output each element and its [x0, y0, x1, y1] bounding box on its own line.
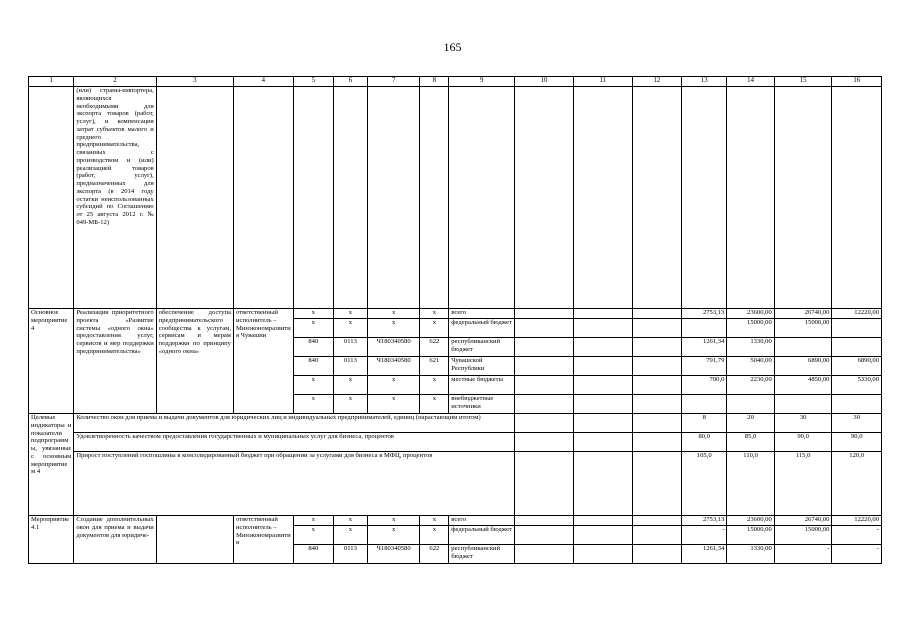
cell-csr: x	[367, 309, 420, 319]
cell-csr: x	[367, 395, 420, 414]
cell	[293, 87, 333, 309]
cell	[156, 516, 233, 564]
header-cell: 3	[156, 77, 233, 87]
cell	[632, 545, 681, 564]
cell-grbs: x	[293, 395, 333, 414]
cell	[515, 433, 574, 452]
cell-csr: x	[367, 376, 420, 395]
cell-value: 26740,00	[774, 309, 832, 319]
cell	[632, 433, 681, 452]
indicator-row	[29, 433, 882, 452]
cell	[573, 545, 632, 564]
indicator-row	[29, 414, 882, 433]
cell	[573, 526, 632, 545]
cell-value: 15000,00	[727, 526, 774, 545]
cell-value	[832, 395, 882, 414]
cell	[573, 395, 632, 414]
cell-csr: x	[367, 516, 420, 526]
header-cell: 7	[367, 77, 420, 87]
cell-value: 15000,00	[774, 319, 832, 338]
cell-rzpr: x	[333, 395, 367, 414]
cell	[515, 545, 574, 564]
cell-source: всего	[449, 309, 515, 319]
cell-source: Чувашской Республики	[449, 357, 515, 376]
cell-rzpr: x	[333, 376, 367, 395]
cell-vr: 622	[420, 545, 449, 564]
indicator-value: 80,0	[682, 433, 727, 452]
cell	[156, 87, 233, 309]
cell	[420, 87, 449, 309]
cell	[573, 87, 632, 309]
header-cell: 8	[420, 77, 449, 87]
cell-value: 15000,00	[774, 526, 832, 545]
indicator-value: 105,0	[682, 452, 727, 516]
cell-csr: Ч180340580	[367, 357, 420, 376]
cell	[573, 309, 632, 319]
header-cell: 16	[832, 77, 882, 87]
cell-value	[832, 338, 882, 357]
cell	[774, 87, 832, 309]
cell-source: всего	[449, 516, 515, 526]
cell-value	[774, 338, 832, 357]
cell-value: -	[774, 545, 832, 564]
cell-vr: 621	[420, 357, 449, 376]
cell-value: 791,79	[682, 357, 727, 376]
indicator-value: 85,0	[727, 433, 774, 452]
cell-rzpr: x	[333, 526, 367, 545]
m41-label: Мероприятие 4.1	[29, 516, 74, 564]
cell-source: федеральный бюджет	[449, 319, 515, 338]
cell-value: 5330,00	[832, 376, 882, 395]
cell-vr: x	[420, 395, 449, 414]
continuation-row	[29, 87, 882, 309]
cell-value: -	[682, 526, 727, 545]
cell	[632, 376, 681, 395]
cell-grbs: 840	[293, 338, 333, 357]
header-cell: 11	[573, 77, 632, 87]
cell-value: 26740,00	[774, 516, 832, 526]
cell	[632, 516, 681, 526]
header-cell: 9	[449, 77, 515, 87]
cell	[515, 319, 574, 338]
cell	[832, 87, 882, 309]
indicator-value: 90,0	[832, 433, 882, 452]
header-cell: 4	[233, 77, 293, 87]
cell-source: внебюджетные источники	[449, 395, 515, 414]
cell	[573, 357, 632, 376]
indicator-text: Количество окон для приема и выдачи документов для юридических лиц и индивидуальных предпринимателей, единиц (нарастающим итогом)	[74, 414, 515, 433]
cell	[727, 87, 774, 309]
indicator-value: 30	[774, 414, 832, 433]
cell-value: 15000,00	[727, 319, 774, 338]
header-cell: 12	[632, 77, 681, 87]
cell-value: 5040,00	[727, 357, 774, 376]
cell-csr: Ч180340580	[367, 338, 420, 357]
indicator-value: 110,0	[727, 452, 774, 516]
m41-row	[29, 516, 882, 526]
cell-grbs: x	[293, 376, 333, 395]
cell	[573, 376, 632, 395]
cell	[515, 87, 574, 309]
cell-value: 1261,34	[682, 545, 727, 564]
indicator-text: Прирост поступлений госпошлины в консолидированный бюджет при обращении за услугами для бизнеса в МФЦ, процентов	[74, 452, 515, 516]
m4-row	[29, 309, 882, 319]
cell	[515, 526, 574, 545]
cell	[632, 338, 681, 357]
cell	[632, 319, 681, 338]
header-cell: 5	[293, 77, 333, 87]
cell	[515, 452, 574, 516]
cell	[573, 414, 632, 433]
cell	[515, 376, 574, 395]
cell-value: 2753,13	[682, 309, 727, 319]
cell	[573, 338, 632, 357]
cell-value: 1330,00	[727, 545, 774, 564]
cell	[573, 319, 632, 338]
cell-value	[682, 395, 727, 414]
cell	[632, 452, 681, 516]
cell	[515, 357, 574, 376]
cell-grbs: x	[293, 526, 333, 545]
continuation-text: (или) страны-импортера, являющихся необходимыми для экспорта товаров (работ, услуг), и компенсация затрат субъектов малого и среднего предпринимательства, связанных с производством и (или) реализацией товаров (работ, услуг), предназначенных для экспорта (в 2014 году остатки неиспользованных субсидий по Соглашению от 25 августа 2012 г. № 049-МБ-12)	[74, 87, 156, 309]
cell-value: 2753,13	[682, 516, 727, 526]
cell-source: республиканский бюджет	[449, 545, 515, 564]
cell-grbs: x	[293, 309, 333, 319]
cell	[233, 87, 293, 309]
indicator-text: Удовлетворенность качеством предоставления государственных и муниципальных услуг для бизнеса, процентов	[74, 433, 515, 452]
header-cell: 6	[333, 77, 367, 87]
indicators-label: Целевые индикаторы и показатели подпрограммы, увязанные с основным мероприятием 4	[29, 414, 74, 516]
cell-value: 4850,00	[774, 376, 832, 395]
m4-description: Реализация приоритетного проекта «Развитие системы «одного окна» предоставления услуг, сервисов и мер поддержки предпринимательства»	[74, 309, 156, 414]
cell-value: 1330,00	[727, 338, 774, 357]
cell-vr: x	[420, 516, 449, 526]
cell-rzpr: 0113	[333, 545, 367, 564]
cell	[29, 87, 74, 309]
cell	[367, 87, 420, 309]
cell-value: 6890,00	[832, 357, 882, 376]
cell-source: федеральный бюджет	[449, 526, 515, 545]
cell-value: 2230,00	[727, 376, 774, 395]
cell	[632, 357, 681, 376]
cell-value	[727, 395, 774, 414]
cell	[632, 87, 681, 309]
header-row	[29, 77, 882, 87]
cell	[515, 395, 574, 414]
cell-value: 23600,00	[727, 516, 774, 526]
cell-rzpr: x	[333, 309, 367, 319]
cell-value: 23600,00	[727, 309, 774, 319]
cell	[632, 526, 681, 545]
cell-value	[774, 395, 832, 414]
header-cell: 14	[727, 77, 774, 87]
cell	[632, 395, 681, 414]
m4-label: Основное мероприятие 4	[29, 309, 74, 414]
cell-value: 700,0	[682, 376, 727, 395]
cell-source: республиканский бюджет	[449, 338, 515, 357]
cell-value: 12220,00	[832, 309, 882, 319]
indicator-value: 20	[727, 414, 774, 433]
m41-description: Создание дополнительных окон для приема и выдачи документов для юридиче-	[74, 516, 156, 564]
cell	[682, 87, 727, 309]
page-number: 165	[443, 40, 462, 54]
cell-grbs: x	[293, 516, 333, 526]
cell	[573, 433, 632, 452]
indicator-row	[29, 452, 882, 516]
cell-vr: x	[420, 319, 449, 338]
cell	[449, 87, 515, 309]
cell-csr: x	[367, 526, 420, 545]
cell-source: местные бюджеты	[449, 376, 515, 395]
cell-csr: Ч180340580	[367, 545, 420, 564]
cell-rzpr: x	[333, 516, 367, 526]
cell	[632, 414, 681, 433]
cell-value: -	[832, 526, 882, 545]
cell-vr: x	[420, 526, 449, 545]
cell-value	[682, 319, 727, 338]
m4-goal: обеспечение доступа предпринимательского сообщества к услугам, сервисам и мерам поддержки по принципу «одного окна»	[156, 309, 233, 414]
cell	[515, 338, 574, 357]
cell-rzpr: 0113	[333, 338, 367, 357]
cell-value: -	[832, 545, 882, 564]
header-cell: 15	[774, 77, 832, 87]
cell-grbs: x	[293, 319, 333, 338]
cell-rzpr: x	[333, 319, 367, 338]
cell-grbs: 840	[293, 357, 333, 376]
cell	[515, 516, 574, 526]
cell-vr: x	[420, 376, 449, 395]
indicator-value: 8	[682, 414, 727, 433]
indicator-value: 115,0	[774, 452, 832, 516]
indicator-value: 90,0	[774, 433, 832, 452]
cell-vr: x	[420, 309, 449, 319]
header-cell: 10	[515, 77, 574, 87]
cell-value: 1261,34	[682, 338, 727, 357]
cell-value	[832, 319, 882, 338]
program-table	[28, 76, 882, 564]
header-cell: 13	[682, 77, 727, 87]
cell	[515, 414, 574, 433]
cell-vr: 622	[420, 338, 449, 357]
cell-rzpr: 0113	[333, 357, 367, 376]
header-cell: 2	[74, 77, 156, 87]
m4-responsible: ответственный исполнитель – Минэкономразвития Чувашии	[233, 309, 293, 414]
cell	[632, 309, 681, 319]
cell-grbs: 840	[293, 545, 333, 564]
cell	[573, 516, 632, 526]
cell-value: 6890,00	[774, 357, 832, 376]
cell	[573, 452, 632, 516]
cell	[333, 87, 367, 309]
cell-csr: x	[367, 319, 420, 338]
header-cell: 1	[29, 77, 74, 87]
m41-responsible: ответственный исполнитель – Минэкономразвития	[233, 516, 293, 564]
indicator-value: 120,0	[832, 452, 882, 516]
cell	[515, 309, 574, 319]
cell-value: 12220,00	[832, 516, 882, 526]
indicator-value: 30	[832, 414, 882, 433]
